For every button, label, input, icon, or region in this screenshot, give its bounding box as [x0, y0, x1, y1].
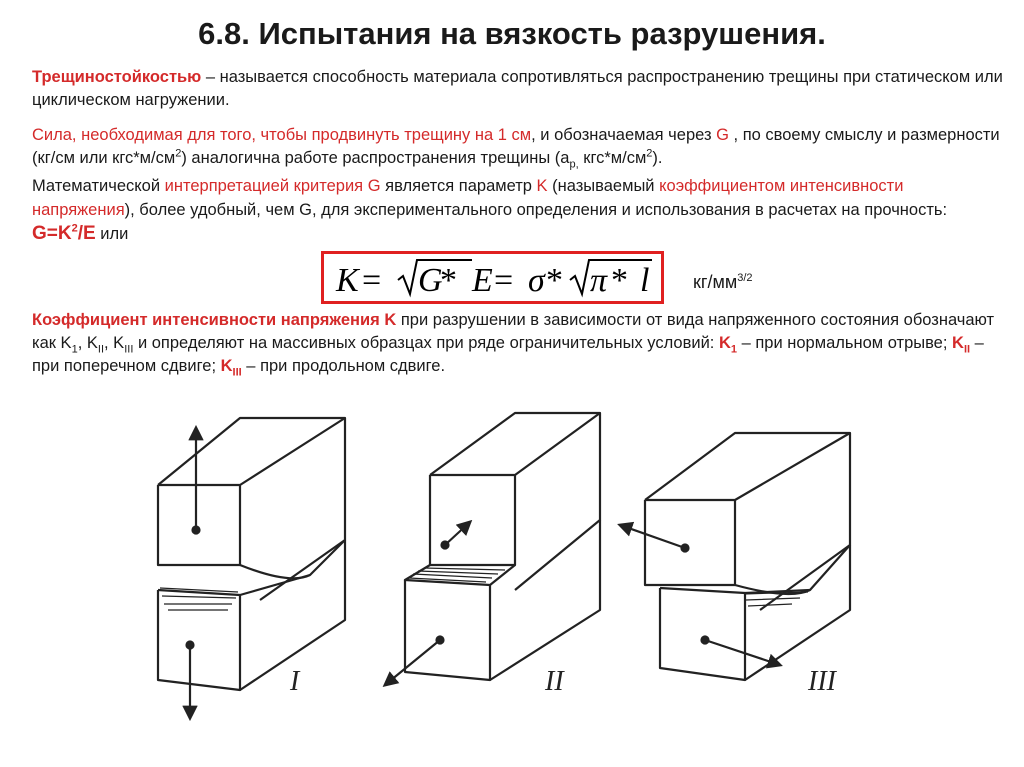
mode-k2	[952, 334, 971, 356]
interpretation-term: интерпретацией критерия G	[164, 177, 381, 195]
text-span: ), более удобный, чем G, для экспериментального определения и использования в расчетах на прочность:	[124, 201, 948, 219]
unit-label	[693, 272, 753, 293]
mode-i-specimen	[158, 418, 345, 718]
formula-eq: =	[362, 262, 382, 299]
force-paragraph	[32, 124, 1007, 170]
formula-e: E	[472, 262, 493, 299]
text-span: является параметр	[380, 177, 537, 195]
formula-sigma: σ	[528, 262, 545, 299]
superscript: 2	[71, 222, 78, 235]
text-span: Математической	[32, 177, 165, 195]
text-span: , по своему смыслу и размерности (кг/см или кгс*м/см	[32, 126, 1000, 167]
k-symbol: K	[220, 357, 233, 375]
text-span: – при поперечном сдвиге;	[32, 334, 984, 375]
mode-ii-specimen	[385, 413, 600, 685]
subscript: 1	[71, 343, 78, 356]
formula-star: *	[546, 262, 563, 299]
subscript: II	[97, 343, 105, 356]
formula-part: G=K	[32, 223, 72, 244]
formula-g: G	[418, 262, 443, 299]
unit-exponent: 3/2	[737, 272, 753, 284]
text-span: кгс*м/см	[578, 149, 647, 167]
symbol-k: K	[536, 177, 548, 195]
subscript: р,	[569, 158, 579, 171]
formula-l: l	[640, 262, 650, 299]
superscript: 2	[175, 147, 182, 160]
formula-star: *	[440, 262, 457, 299]
text-span: и определяют на массивных образцах при ряде ограничительных условий:	[133, 334, 719, 352]
subscript: III	[124, 343, 134, 356]
text-span: ).	[652, 149, 663, 167]
superscript: 2	[646, 147, 653, 160]
text-span: (называемый	[547, 177, 660, 195]
text-span: , K	[77, 334, 98, 352]
text-span: , и обозначаемая через	[531, 126, 717, 144]
slide-title: 6.8. Испытания на вязкость разрушения.	[198, 16, 826, 51]
fracture-modes-figure	[140, 410, 900, 750]
formula-k: K	[336, 262, 359, 299]
definition-text: – называется способность материала сопротивляться распространению трещины при статическом или циклическом нагружении.	[32, 68, 1003, 109]
formula-equation	[330, 254, 660, 304]
formula-part: /E	[77, 223, 96, 244]
mode-k1	[718, 334, 738, 356]
subscript: III	[232, 366, 242, 379]
text-span: ) аналогична работе распространения трещины (а	[181, 149, 570, 167]
text-span: при разрушении в зависимости от вида напряженного состояния обозначают как K	[32, 311, 995, 352]
text-span: – при продольном сдвиге.	[241, 357, 446, 375]
mode-k3	[220, 357, 242, 379]
mode-i-label: I	[290, 666, 300, 697]
subscript: 1	[730, 343, 738, 356]
k-symbol: K	[718, 334, 731, 352]
term-crack-resistance: Трещиностойкостью	[32, 68, 202, 86]
mode-ii-label: II	[545, 666, 564, 697]
unit-text: кг/мм	[693, 272, 738, 292]
mode-iii-specimen	[620, 433, 850, 680]
text-span: , K	[104, 334, 125, 352]
sif-paragraph	[32, 309, 1007, 378]
formula-pi: π	[590, 262, 608, 299]
definition-paragraph	[32, 66, 1007, 112]
sif-term: коэффициентом интенсивности напряжения	[32, 177, 904, 219]
mode-iii-label: III	[808, 666, 836, 697]
force-definition: Сила, необходимая для того, чтобы продвинуть трещину на 1 см	[32, 126, 532, 144]
sif-heading: Коэффициент интенсивности напряжения K	[32, 311, 397, 329]
text-span: или	[95, 225, 129, 243]
subscript: II	[963, 343, 971, 356]
interpretation-paragraph	[32, 174, 1007, 246]
text-span: – при нормальном отрыве;	[737, 334, 953, 352]
inline-formula	[32, 223, 96, 244]
k-symbol: K	[952, 334, 964, 352]
formula-star: *	[611, 262, 628, 299]
formula-eq: =	[494, 262, 514, 299]
symbol-g: G	[716, 126, 729, 144]
